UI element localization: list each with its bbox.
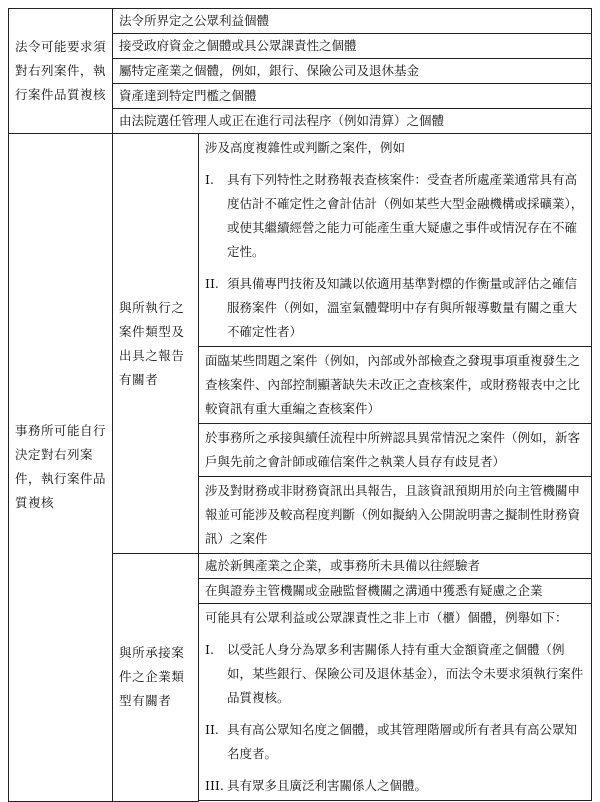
quality-review-table-page [8, 8, 592, 802]
list-item [205, 718, 585, 766]
list-item [205, 774, 585, 798]
list-item-text: 具有下列特性之財務報表查核案件：受查者所處產業通常具有高度估計不確定性之會計估計（例如某些大型金融機構或採礦業），或使其繼續經營之能力可能產生重大疑慮之事件或情況存在不確定性。 [227, 172, 584, 259]
section1-item: 屬特定產業之個體，例如，銀行、保險公司及退休基金 [113, 59, 592, 84]
section1-item: 資產達到特定門檻之個體 [113, 84, 592, 109]
list-item-text: 須具備專門技術及知識以依適用基準對標的作衡量或評估之確信服務案件（例如，溫室氣體聲明中存有與所報導數量有關之重大不確定性者） [227, 276, 578, 339]
list-item-number: III. [205, 778, 224, 793]
table-row [9, 134, 592, 347]
quality-review-table [8, 8, 592, 802]
list-item-number: II. [205, 722, 219, 737]
complex-cases-cell [199, 134, 592, 347]
list-item-text: 以受託人身分為眾多利害關係人持有重大金額資產之個體（例如，某些銀行、保險公司及退休基金），而法令未要求須執行案件品質複核。 [227, 642, 584, 705]
table-row [9, 9, 592, 34]
list-item [205, 272, 585, 344]
section2-label: 事務所可能自行決定對右列案件，執行案件品質複核 [9, 134, 113, 802]
groupB-label: 與所承接案件之企業類型有關者 [113, 554, 199, 802]
groupB-item: 在與證券主管機關或金融監督機關之溝通中獲悉有疑慮之企業 [199, 579, 592, 604]
list-item-text: 具有眾多且廣泛利害關係人之個體。 [227, 778, 428, 793]
list-item-number: I. [205, 172, 214, 187]
list-item-text: 具有高公眾知名度之個體，或其管理階層或所有者具有高公眾知名度者。 [227, 722, 578, 761]
groupA-item: 涉及對財務或非財務資訊出具報告，且該資訊預期用於向主管機關申報並可能涉及較高程度判斷（例如擬納入公開說明書之擬制性財務資訊）之案件 [199, 477, 592, 554]
groupA-label: 與所執行之案件類型及出具之報告有關者 [113, 134, 199, 554]
groupA-item: 面臨某些問題之案件（例如，內部或外部檢查之發現事項重複發生之查核案件、內部控制顯著缺失未改正之查核案件，或財務報表中之比較資訊有重大重編之查核案件） [199, 347, 592, 424]
list-item [205, 638, 585, 710]
list-item-number: II. [205, 276, 219, 291]
public-interest-cell [199, 604, 592, 801]
list-item [205, 168, 585, 264]
section1-label: 法令可能要求須對右列案件，執行案件品質複核 [9, 9, 113, 134]
section1-item: 法令所界定之公眾利益個體 [113, 9, 592, 34]
section1-item: 由法院選任管理人或正在進行司法程序（例如清算）之個體 [113, 109, 592, 134]
groupB-item: 處於新興產業之企業，或事務所未具備以往經驗者 [199, 554, 592, 579]
spacer-cell [199, 801, 592, 802]
public-interest-intro: 可能具有公眾利益或公眾課責性之非上市（櫃）個體，例舉如下： [205, 610, 568, 625]
list-item-number: I. [205, 642, 214, 657]
groupA-item: 於事務所之承接與續任流程中所辨認具異常情況之案件（例如，新客戶與先前之會計師或確信案件之執業人員存有歧見者） [199, 424, 592, 477]
complex-cases-intro: 涉及高度複雜性或判斷之案件，例如 [205, 140, 406, 155]
section1-item: 接受政府資金之個體或具公眾課責性之個體 [113, 34, 592, 59]
